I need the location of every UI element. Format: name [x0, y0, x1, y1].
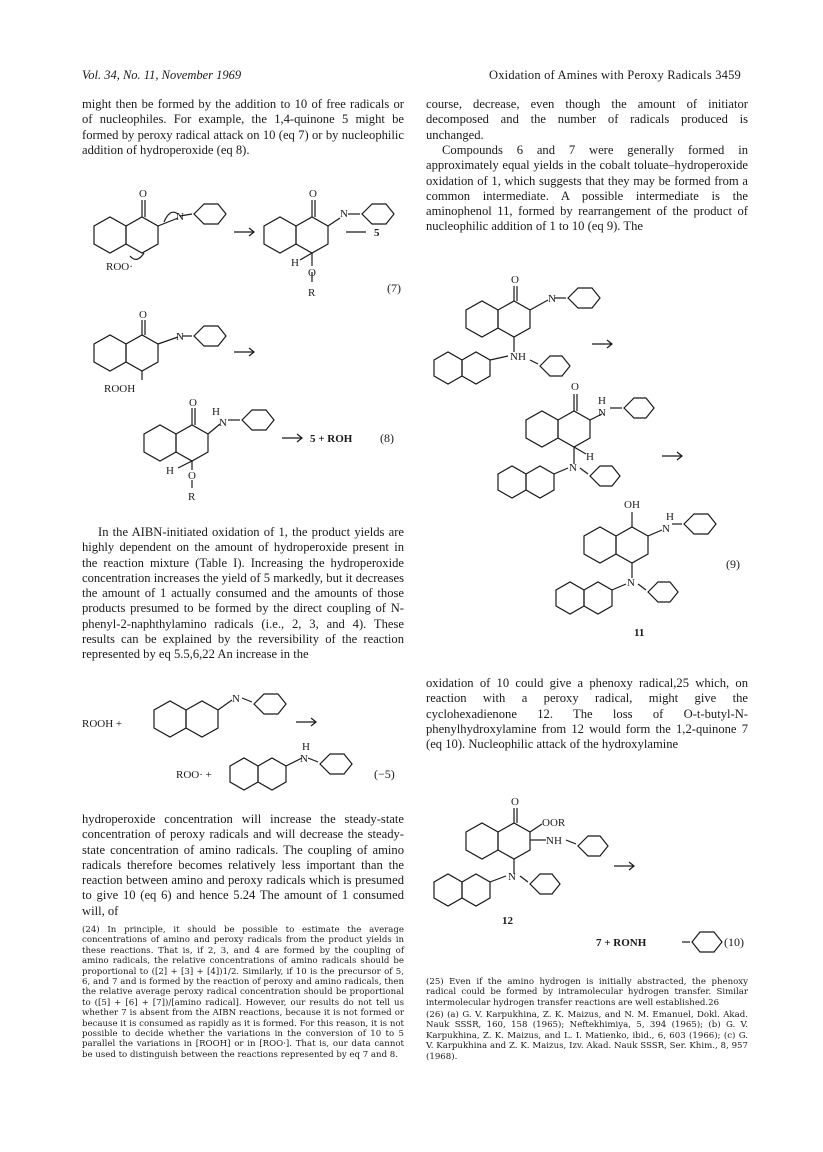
left-footnote-rule [82, 922, 172, 923]
eq10-products: 7 + RONH [596, 937, 647, 949]
eq9-oxygen-2: O [571, 381, 579, 393]
eq-m5-nitrogen-2: N [300, 753, 308, 765]
eq9-label: (9) [726, 557, 740, 571]
running-header-left: Vol. 34, No. 11, November 1969 [82, 68, 242, 82]
eq8-rooh: ROOH [104, 383, 136, 395]
eq-m5-hydrogen: H [302, 741, 310, 753]
eq7-product-5: 5 [374, 227, 380, 239]
eq8-nitrogen-2: N [219, 417, 227, 429]
eq-m5-roo: ROO· + [176, 769, 212, 781]
eq8-oxygen-3: O [188, 470, 196, 482]
eq7-nitrogen-2: N [340, 208, 348, 220]
eq9-nitrogen-4: N [662, 523, 670, 535]
eq9-hydrogen: H [586, 451, 594, 463]
eq8-hydrogen-n: H [212, 406, 220, 418]
eq-m5-rooh: ROOH + [82, 718, 123, 730]
eq8-r-group: R [188, 491, 196, 503]
eq7-oxygen-2: O [309, 188, 317, 200]
eq9-hydrogen-n: H [598, 395, 606, 407]
eq7-label: (7) [387, 281, 401, 295]
eq10-oxygen: O [511, 796, 519, 808]
eq7-hydrogen: H [291, 257, 299, 269]
equation-10-scheme [426, 796, 748, 960]
running-header-right: Oxidation of Amines with Peroxy Radicals 3459 [488, 68, 741, 82]
eq10-compound-12: 12 [502, 915, 513, 927]
eq10-nh: NH [546, 835, 562, 847]
eq8-nitrogen-1: N [176, 331, 184, 343]
footnote-26: (26) (a) G. V. Karpukhina, Z. K. Maizus, and N. M. Emanuel, Dokl. Akad. Nauk SSSR, 160, 158 (1965); Neftekhimiya, 5, 394 (1965); (b) G. V. Karpukhina, Z. K. Maizus, and L. I. Matienko, ibid., 6, 603 (1966); (c) G. V. Karpukhina and Z. K. Maizus, Izv. Akad. Nauk SSSR, Ser. Khim., 8, 957 (1968). [426, 1010, 748, 1062]
left-paragraph-3: hydroperoxide concentration will increase the steady-state concentration of peroxy radicals and will decrease the steady-state concentration of amino radicals. The coupling of amino radicals therefore becomes relatively less important than the reaction between amino and peroxy radicals which is presumed to give 10 (eq 6) and hence 5.24 The amount of 1 consumed will, of [82, 812, 404, 918]
eq10-label: (10) [724, 935, 744, 949]
eq7-nitrogen-1: N [176, 211, 184, 223]
eq7-oxygen-1: O [139, 188, 147, 200]
eq9-nitrogen-3: N [569, 462, 577, 474]
left-paragraph-2: In the AIBN-initiated oxidation of 1, the product yields are highly dependent on the amount of hydroperoxide present in the reaction mixture (Table I). Increasing the hydroperoxide concentration increases the yield of 5 markedly, but it decreases the amount of 1 actually consumed and the amounts of those products presumed to be formed by the direct coupling of N-phenyl-2-naphthylamino radicals (i.e., 2, 3, and 4). These results can be explained by the reversibility of the reaction represented by eq 5.5,6,22 An increase in the [82, 525, 404, 662]
footnote-25: (25) Even if the amino hydrogen is initially abstracted, the phenoxy radical could be formed by intramolecular hydrogen transfer. Similar intermolecular hydrogen transfer reactions are well established.26 [426, 977, 748, 1008]
eq8-products: 5 + ROH [310, 433, 353, 445]
eq9-hydrogen-n2: H [666, 511, 674, 523]
right-paragraph-3: oxidation of 10 could give a phenoxy radical,25 which, on reaction with a peroxy radical, might give the cyclohexadienone 12. The loss of O-t-butyl-N-phenylhydroxylamine from 12 would form the 1,2-quinone 7 (eq 10). Nucleophilic attack of the hydroxylamine [426, 676, 748, 752]
eq8-hydrogen: H [166, 465, 174, 477]
eq8-label: (8) [380, 431, 394, 445]
eq9-oxygen-1: O [511, 274, 519, 286]
eq9-nitrogen-2: N [598, 407, 606, 419]
left-paragraph-1: might then be formed by the addition to 10 of free radicals or of nucleophiles. For example, the 1,4-quinone 5 might be formed by peroxy radical attack on 10 (eq 7) or by nucleophilic addition of hydroperoxide (eq 8). [82, 97, 404, 157]
eq-m5-nitrogen-1: N [232, 693, 240, 705]
eq10-oor: OOR [542, 817, 566, 829]
equation-minus-5-scheme [82, 686, 412, 796]
equation-9-scheme [426, 268, 748, 648]
eq7-oxygen-3: O [308, 267, 316, 279]
footnote-24: (24) In principle, it should be possible to estimate the average concentrations of amino and peroxy radicals from the product yields in these reactions. That is, if 2, 3, and 4 are formed by the coupling of amino radicals, the relative concentrations of amino radicals should be proportional to ([2] + [3] + [4])1/2. Similarly, if 10 is the precursor of 5, 6, and 7 and is formed by the reaction of peroxy and amino radicals, then the relative average peroxy radical concentration should be proportional to ([5] + [6] + [7])/[amino radical]. However, our results do not tell us whether 7 is absent from the AIBN reactions, because it is not formed or because it is consumed as rapidly as it is formed. For this reason, it is not possible to decide whether the variations in the conversion of 10 to 5 parallel the variations in [ROOH] or in [ROO·]. That is, our data cannot be used to distinguish between the reactions represented by eq 7 and 8. [82, 925, 404, 1060]
eq9-compound-11: 11 [634, 627, 645, 639]
eq9-nitrogen-1: N [548, 293, 556, 305]
right-footnote-rule [426, 973, 516, 974]
eq7-roo-label: ROO· [106, 261, 133, 273]
equation-8-scheme [82, 309, 412, 512]
eq9-nitrogen-5: N [627, 577, 635, 589]
right-paragraph-1: course, decrease, even though the amount of initiator decomposed and the number of radicals produced is unchanged. [426, 97, 748, 142]
equation-7-scheme [82, 186, 412, 301]
eq8-oxygen-1: O [139, 309, 147, 321]
eq10-nitrogen: N [508, 871, 516, 883]
eq-m5-label: (−5) [374, 767, 395, 781]
eq9-nh-1: NH [510, 351, 526, 363]
right-paragraph-2: Compounds 6 and 7 were generally formed in approximately equal yields in the cobalt toluate–hydroperoxide oxidation of 1, which suggests that they may be formed from a common intermediate. A possible intermediate is the aminophenol 11, formed by rearrangement of the product of nucleophilic addition of 1 to 10 (eq 9). The [426, 143, 748, 234]
eq7-r-group: R [308, 287, 316, 299]
eq9-oh: OH [624, 499, 640, 511]
eq8-oxygen-2: O [189, 397, 197, 409]
